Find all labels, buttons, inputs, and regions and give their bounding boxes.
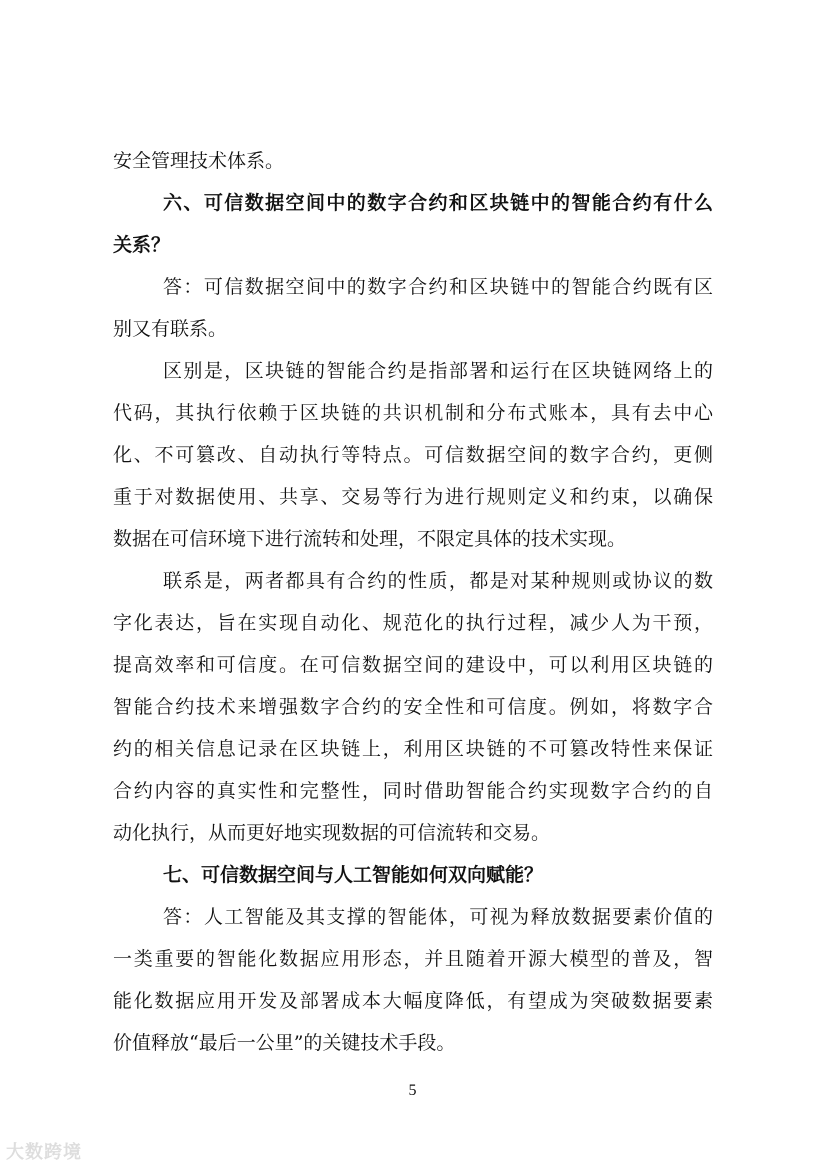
text-line: 能化数据应用开发及部署成本大幅度降低，有望成为突破数据要素 xyxy=(113,990,713,1012)
text-line: 六、可信数据空间中的数字合约和区块链中的智能合约有什么 xyxy=(163,192,713,214)
text-line: 价值释放“最后一公里”的关键技术手段。 xyxy=(113,1032,456,1054)
text-line: 代码，其执行依赖于区块链的共识机制和分布式账本，具有去中心 xyxy=(113,402,713,424)
text-line: 动化执行，从而更好地实现数据的可信流转和交易。 xyxy=(113,822,551,844)
section-heading xyxy=(113,854,713,896)
text-line: 关系？ xyxy=(113,234,171,256)
text-line: 安全管理技术体系。 xyxy=(113,150,285,172)
text-line: 七、可信数据空间与人工智能如何双向赋能？ xyxy=(163,864,544,886)
watermark-logo: 大数跨境 xyxy=(6,1142,82,1163)
section-heading xyxy=(113,182,713,266)
text-line: 联系是，两者都具有合约的性质，都是对某种规则或协议的数 xyxy=(163,570,713,592)
text-line: 答：人工智能及其支撑的智能体，可视为释放数据要素价值的 xyxy=(163,906,713,928)
text-line: 重于对数据使用、共享、交易等行为进行规则定义和约束，以确保 xyxy=(113,486,713,508)
paragraph xyxy=(113,350,713,560)
paragraph xyxy=(113,266,713,350)
text-line: 答：可信数据空间中的数字合约和区块链中的智能合约既有区 xyxy=(163,276,713,298)
text-line: 别又有联系。 xyxy=(113,318,228,340)
document-body xyxy=(113,140,713,1064)
text-line: 一类重要的智能化数据应用形态，并且随着开源大模型的普及，智 xyxy=(113,948,713,970)
text-line: 提高效率和可信度。在可信数据空间的建设中，可以利用区块链的 xyxy=(113,654,713,676)
paragraph xyxy=(113,140,713,182)
page-number: 5 xyxy=(408,1082,417,1099)
text-line: 化、不可篡改、自动执行等特点。可信数据空间的数字合约，更侧 xyxy=(113,444,713,466)
paragraph xyxy=(113,560,713,854)
paragraph xyxy=(113,896,713,1064)
text-line: 数据在可信环境下进行流转和处理，不限定具体的技术实现。 xyxy=(113,528,627,550)
text-line: 区别是，区块链的智能合约是指部署和运行在区块链网络上的 xyxy=(163,360,713,382)
text-line: 合约内容的真实性和完整性，同时借助智能合约实现数字合约的自 xyxy=(113,780,713,802)
text-line: 约的相关信息记录在区块链上，利用区块链的不可篡改特性来保证 xyxy=(113,738,713,760)
text-line: 智能合约技术来增强数字合约的安全性和可信度。例如，将数字合 xyxy=(113,696,713,718)
text-line: 字化表达，旨在实现自动化、规范化的执行过程，减少人为干预， xyxy=(113,612,713,634)
